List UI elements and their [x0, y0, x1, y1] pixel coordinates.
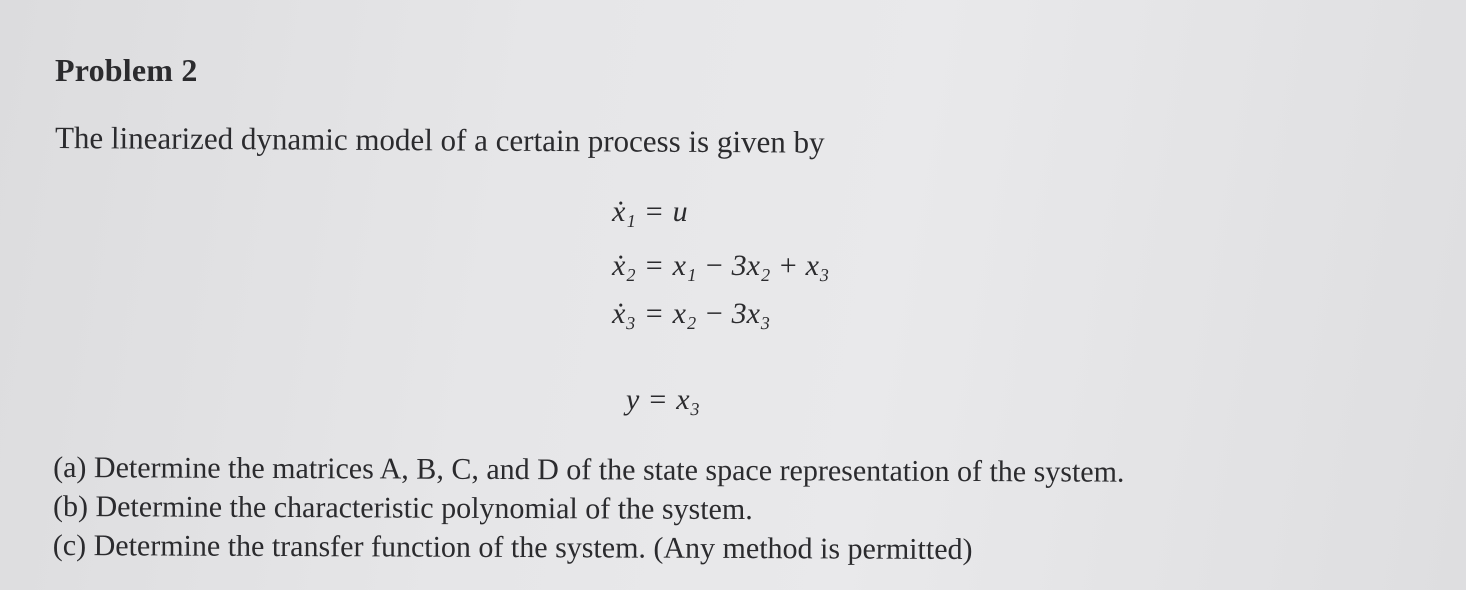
equation-rhs: x₃ [676, 383, 700, 416]
equation-lhs: ẋ₁ [612, 195, 636, 228]
equation-output [626, 383, 700, 417]
equation-rhs: u [672, 195, 688, 228]
problem-title: Problem 2 [55, 52, 198, 88]
equals-sign: = [645, 249, 663, 282]
equals-sign: = [645, 297, 663, 330]
equation-x2-dot [612, 249, 829, 283]
equation-lhs: ẋ₃ [612, 297, 636, 330]
equation-x3-dot [612, 297, 770, 331]
question-a: (a) Determine the matrices A, B, C, and D of the state space representation of the system. [53, 451, 1125, 489]
equation-x1-dot [612, 195, 688, 229]
equation-lhs: y [626, 383, 640, 416]
equation-lhs: ẋ₂ [612, 249, 636, 282]
question-c: (c) Determine the transfer function of the system. (Any method is permitted) [52, 528, 973, 567]
equation-rhs: x₂ − 3x₃ [672, 297, 771, 330]
question-list [53, 448, 1125, 570]
problem-intro: The linearized dynamic model of a certain process is given by [54, 120, 825, 160]
question-b: (b) Determine the characteristic polynomial of the system. [52, 490, 753, 527]
equals-sign: = [649, 383, 667, 416]
equals-sign: = [645, 195, 663, 228]
equation-rhs: x₁ − 3x₂ + x₃ [672, 249, 830, 282]
